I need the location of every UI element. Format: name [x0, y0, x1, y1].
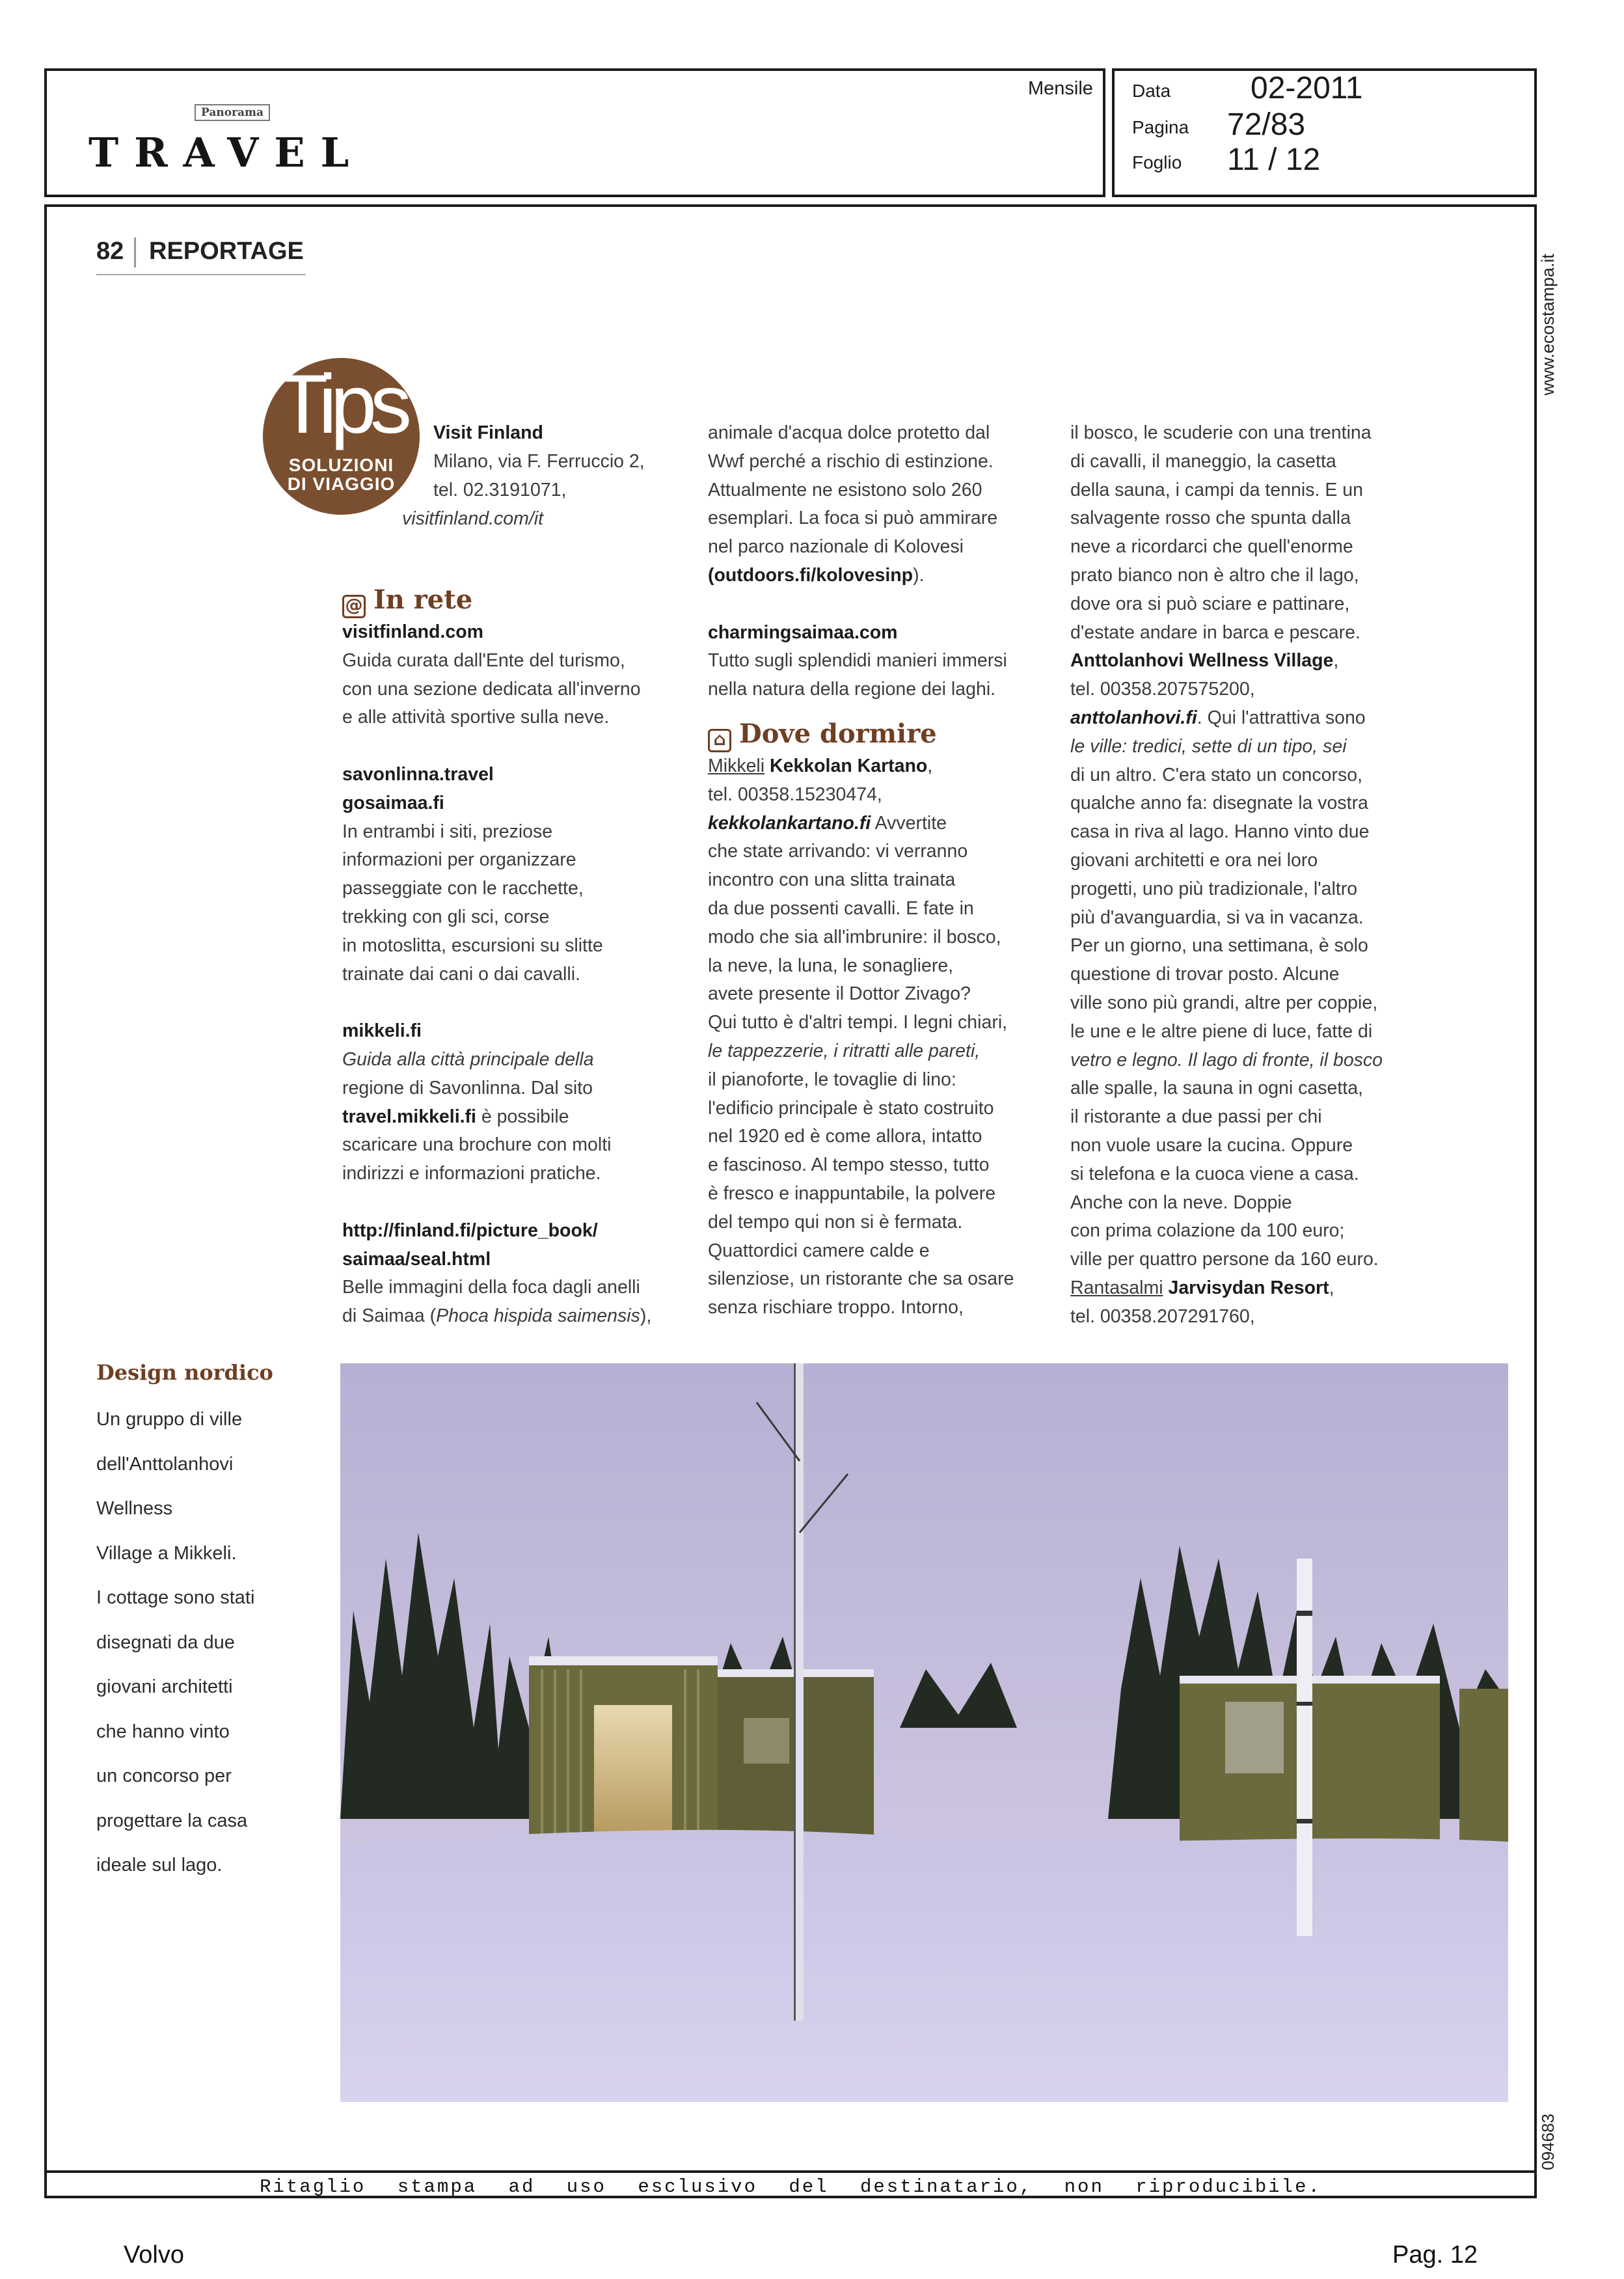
charmingsaimaa-description — [708, 647, 1046, 704]
link-savonlinna: savonlinna.travel — [342, 763, 494, 785]
at-sign-icon: @ — [342, 595, 366, 618]
in-rete-heading — [342, 582, 681, 618]
mikkeli-desc-line5: indirizzi e informazioni pratiche. — [342, 1163, 601, 1184]
page-number: 82 — [96, 238, 124, 265]
text-line: con prima colazione da 100 euro; — [1070, 1220, 1345, 1242]
caption-line: giovani architetti — [96, 1676, 233, 1697]
pagina-value: 72/83 — [1227, 107, 1306, 142]
section-underline — [96, 274, 306, 275]
foglio-label: Foglio — [1132, 152, 1182, 172]
caption-line: Un gruppo di ville — [96, 1409, 243, 1430]
link-finland-picture-book-2: saimaa/seal.html — [342, 1248, 491, 1270]
caption-line: dell'Anttolanhovi — [96, 1453, 234, 1475]
mikkeli-desc-line4: scaricare una brochure con molti — [342, 1134, 612, 1156]
visit-finland-name: Visit Finland — [433, 422, 543, 443]
text-line: Wwf perché a rischio di estinzione. — [708, 450, 994, 472]
text-line: di cavalli, il maneggio, la casetta — [1070, 450, 1336, 472]
text-line: Tutto sugli splendidi manieri immersi — [708, 650, 1007, 672]
text-line: nel parco nazionale di Kolovesi — [708, 536, 964, 558]
link-outdoors-kolovesi: (outdoors.fi/kolovesinp — [708, 564, 914, 586]
caption-line: ideale sul lago. — [96, 1855, 223, 1876]
text-line: in motoslitta, escursioni su slitte — [342, 935, 603, 956]
link-travel-mikkeli: travel.mikkeli.fi — [342, 1106, 476, 1127]
link-mikkeli: mikkeli.fi — [342, 1020, 422, 1042]
text-line: questione di trovar posto. Alcune — [1070, 964, 1340, 985]
text-line: ville sono più grandi, altre per coppie, — [1070, 992, 1378, 1013]
caption-line: Wellness — [96, 1498, 173, 1519]
tips-badge-line2: DI VIAGGIO — [287, 474, 396, 495]
text-line: trekking con gli sci, corse — [342, 906, 550, 927]
data-label: Data — [1132, 81, 1171, 101]
periodicity: Mensile — [1028, 78, 1093, 99]
text-line: il ristorante a due passi per chi — [1070, 1106, 1322, 1128]
text-line: neve a ricordarci che quell'enorme — [1070, 536, 1353, 558]
caption-line: progettare la casa — [96, 1810, 248, 1831]
text-line: passeggiate con le racchette, — [342, 878, 584, 899]
kekkolan-description-b — [708, 1066, 1046, 1322]
caption-title: Design nordico — [96, 1360, 273, 1385]
text-line: casa in riva al lago. Hanno vinto due — [1070, 821, 1370, 843]
text-line: trainate dai cani o dai cavalli. — [342, 963, 580, 985]
text-line: non vuole usare la cucina. Oppure — [1070, 1134, 1353, 1156]
text-line: In entrambi i siti, preziose — [342, 821, 553, 842]
footer-client: Volvo — [124, 2241, 184, 2269]
mikkeli-desc-line1: Guida alla città principale della — [342, 1048, 594, 1070]
hotel-city-mikkeli: Mikkeli — [708, 755, 765, 776]
anttolanhovi-italic-line1: le ville: tredici, sette di un tipo, sei — [1070, 735, 1347, 757]
hotel-name-anttolanhovi: Anttolanhovi Wellness Village — [1070, 650, 1334, 672]
bed-icon: ⌂ — [708, 729, 731, 752]
text-line: si telefona e la cuoca viene a casa. — [1070, 1163, 1359, 1184]
tips-badge-subtitle — [263, 456, 420, 494]
in-rete-heading-text: In rete — [373, 584, 473, 615]
text-line: informazioni per organizzare — [342, 849, 576, 871]
text-line: il bosco, le scuderie con una trentina — [1070, 422, 1372, 443]
dove-dormire-heading-text: Dove dormire — [739, 718, 937, 749]
text-line: ville per quattro persone da 160 euro. — [1070, 1249, 1379, 1270]
caption-line: un concorso per — [96, 1766, 232, 1786]
caption-text — [96, 1388, 304, 1898]
mikkeli-desc-line2: regione di Savonlinna. Dal sito — [342, 1077, 593, 1099]
jarvisydan-tel: tel. 00358.207291760, — [1070, 1305, 1255, 1327]
text-line: avete presente il Dottor Zivago? — [708, 983, 971, 1005]
text-line: salvagente rosso che spunta dalla — [1070, 508, 1351, 529]
column-in-rete — [342, 582, 681, 1331]
side-url: www.ecostampa.it — [1538, 254, 1558, 396]
caption-line: Village a Mikkeli. — [96, 1542, 237, 1564]
column-middle: animale d'acqua dolce protetto dal Wwf perché a rischio di estinzione. Attualmente ne esistono solo 260 esemplari. La foca si può ammirare nel parco nazionale di Kolovesi (outdoors.fi/kolovesinp). charmingsaimaa.com Tutto sugli splendidi manieri immersi nella natura della regione dei laghi. ⌂ Dove dormire Mikkeli Kekkolan Kartano, tel. 00358.15230474, kekkolankartano.fi Avvertite che state arrivando: vi verranno incontro con una slitta trainata da due possenti cavalli. E fate in modo che sia all'imbrunire: il bosco, la neve, la luna, le sonagliere, avete presente il Dottor Zivago? Qui tutto è d'altri tempi. I legni chiari, le tappezzerie, i ritratti alle pareti, il pianoforte, le tovaglie di lino: l'edificio principale è stato costruito nel 1920 ed è come allora, intatto e fascinoso. Al tempo stesso, tutto è fresco e inappuntabile, la polvere del tempo qui non si è fermata. Quattordici camere calde e silenziose, un ristorante che sa osare senza rischiare troppo. Intorno, — [708, 419, 1046, 1322]
text-line: giovani architetti e ora nei loro — [1070, 849, 1318, 871]
visit-finland-tel: tel. 02.3191071, — [433, 479, 567, 500]
column-right: il bosco, le scuderie con una trentina di cavalli, il maneggio, la casetta della sauna, i campi da tennis. E un salvagente rosso che spunta dalla neve a ricordarci che quell'enorme prato bianco non è altro che il lago, dove ora si può sciare e pattinare, d'estate andare in barca e pescare. Anttolanhovi Wellness Village, tel. 00358.207575200, anttolanhovi.fi. Qui l'attrattiva sono le ville: tredici, sette di un tipo, sei di un altro. C'era stato un concorso, qualche anno fa: disegnate la vostra casa in riva al lago. Hanno vinto due giovani architetti e ora nei loro progetti, uno più tradizionale, l'altro più d'avanguardia, si va in vacanza. Per un giorno, una settimana, è solo questione di trovar posto. Alcune ville sono più grandi, altre per coppie, le une e le altre piene di luce, fatte di vetro e legno. Il lago di fronte, il bosco alle spalle, la sauna in ogni casetta, il ristorante a due passi per chi non vuole usare la cucina. Oppure si telefona e la cuoca viene a casa. Anche con la neve. Doppie con prima colazione da 100 euro; ville per quattro persone da 160 euro. Rantasalmi Jarvisydan Resort, tel. 00358.207291760, — [1070, 419, 1435, 1331]
link-finland-picture-book: http://finland.fi/picture_book/ — [342, 1220, 598, 1241]
visitfinland-description — [342, 647, 681, 732]
text-line: da due possenti cavalli. E fate in — [708, 897, 974, 919]
text-line: le une e le altre piene di luce, fatte di — [1070, 1020, 1373, 1042]
hotel-city-rantasalmi: Rantasalmi — [1070, 1277, 1163, 1298]
text-line: esemplari. La foca si può ammirare — [708, 508, 998, 529]
text-line: del tempo qui non si è fermata. — [708, 1211, 963, 1233]
seal-desc-line1: Belle immagini della foca dagli anelli — [342, 1277, 640, 1298]
text-line: di un altro. C'era stato un concorso, — [1070, 764, 1363, 785]
tips-badge-word: Tips — [277, 358, 406, 451]
text-line: è fresco e inappuntabile, la polvere — [708, 1182, 996, 1204]
masthead-title: TRAVEL — [88, 129, 365, 176]
kekkolan-tel: tel. 00358.15230474, — [708, 784, 882, 805]
dove-dormire-heading — [708, 716, 1046, 752]
text-line: con una sezione dedicata all'inverno — [342, 678, 641, 700]
text-line: Attualmente ne esistono solo 260 — [708, 479, 982, 500]
text-line: qualche anno fa: disegnate la vostra — [1070, 793, 1368, 814]
text-line: d'estate andare in barca e pescare. — [1070, 621, 1360, 643]
text-line: più d'avanguardia, si va in vacanza. — [1070, 907, 1364, 928]
seal-desc-line2: di Saimaa (Phoca hispida saimensis), — [342, 1305, 652, 1327]
kekkolan-continuation — [1070, 419, 1435, 647]
text-line: Qui tutto è d'altri tempi. I legni chiari, — [708, 1012, 1008, 1033]
text-line: della sauna, i campi da tennis. E un — [1070, 479, 1363, 500]
caption-line: I cottage sono stati — [96, 1587, 255, 1608]
anttolanhovi-description-c — [1070, 1074, 1435, 1274]
caption-line: disegnati da due — [96, 1631, 235, 1653]
footer-page: Pag. 12 — [1392, 2241, 1478, 2269]
data-value: 02-2011 — [1251, 71, 1363, 105]
text-line: progetti, uno più tradizionale, l'altro — [1070, 878, 1358, 899]
text-line: Guida curata dall'Ente del turismo, — [342, 649, 625, 671]
text-line: e fascinoso. Al tempo stesso, tutto — [708, 1154, 990, 1176]
side-code: 094683 — [1538, 2114, 1558, 2170]
text-line: la neve, la luna, le sonagliere, — [708, 955, 954, 976]
text-line: Per un giorno, una settimana, è solo — [1070, 935, 1368, 957]
kekkolan-description-a — [708, 838, 1046, 1037]
anttolanhovi-description-b — [1070, 761, 1435, 1046]
pagina-label: Pagina — [1132, 117, 1189, 137]
link-charmingsaimaa: charmingsaimaa.com — [708, 621, 898, 643]
tips-badge-line1: SOLUZIONI — [288, 455, 394, 475]
photo-snow-villas — [340, 1363, 1508, 2102]
page-number-divider — [134, 238, 136, 267]
link-anttolanhovi: anttolanhovi.fi — [1070, 707, 1197, 728]
text-line: nel 1920 ed è come allora, intatto — [708, 1126, 982, 1147]
hotel-name-kekkolan: Kekkolan Kartano — [765, 755, 928, 776]
caption-line: che hanno vinto — [96, 1721, 230, 1742]
text-line: silenziose, un ristorante che sa osare — [708, 1268, 1014, 1290]
kekkolan-italic-line: le tappezzerie, i ritratti alle pareti, — [708, 1040, 981, 1061]
section-title: REPORTAGE — [149, 238, 304, 265]
text-line: l'edificio principale è stato costruito — [708, 1097, 994, 1119]
disclaimer-rule — [44, 2170, 1537, 2173]
link-kekkolankartano: kekkolankartano.fi — [708, 812, 871, 834]
text-line: nella natura della regione dei laghi. — [708, 679, 996, 700]
hotel-name-jarvisydan: Jarvisydan Resort — [1163, 1277, 1329, 1298]
text-line: che state arrivando: vi verranno — [708, 841, 968, 862]
visit-finland-block — [433, 419, 645, 504]
snow-field — [340, 1830, 1508, 2102]
text-line: il pianoforte, le tovaglie di lino: — [708, 1069, 956, 1090]
foglio-value: 11 / 12 — [1227, 143, 1321, 177]
link-gosaimaa: gosaimaa.fi — [342, 792, 444, 813]
link-visitfinland: visitfinland.com — [342, 621, 483, 642]
publisher-logo: Panorama — [195, 104, 270, 121]
text-line: alle spalle, la sauna in ogni casetta, — [1070, 1078, 1363, 1099]
text-line: Anche con la neve. Doppie — [1070, 1192, 1292, 1213]
tips-badge — [263, 358, 420, 515]
text-line: prato bianco non è altro che il lago, — [1070, 564, 1359, 586]
text-line: dove ora si può sciare e pattinare, — [1070, 593, 1350, 614]
text-line: e alle attività sportive sulla neve. — [342, 707, 610, 728]
visit-finland-address: Milano, via F. Ferruccio 2, — [433, 450, 645, 472]
disclaimer: Ritaglio stampa ad uso esclusivo del destinatario, non riproducibile. — [260, 2176, 1321, 2198]
text-line: senza rischiare troppo. Intorno, — [708, 1297, 964, 1318]
text-line: Quattordici camere calde e — [708, 1240, 930, 1261]
visit-finland-site: visitfinland.com/it — [402, 508, 543, 529]
text-line: modo che sia all'imbrunire: il bosco, — [708, 926, 1001, 948]
anttolanhovi-italic-line2: vetro e legno. Il lago di fronte, il bosco — [1070, 1049, 1383, 1071]
text-line: animale d'acqua dolce protetto dal — [708, 422, 990, 443]
savonlinna-description — [342, 818, 681, 989]
text-line: incontro con una slitta trainata — [708, 869, 956, 891]
mikkeli-desc-line3: travel.mikkeli.fi è possibile — [342, 1106, 569, 1127]
anttolanhovi-tel: tel. 00358.207575200, — [1070, 679, 1255, 700]
seal-continuation — [708, 419, 1046, 562]
